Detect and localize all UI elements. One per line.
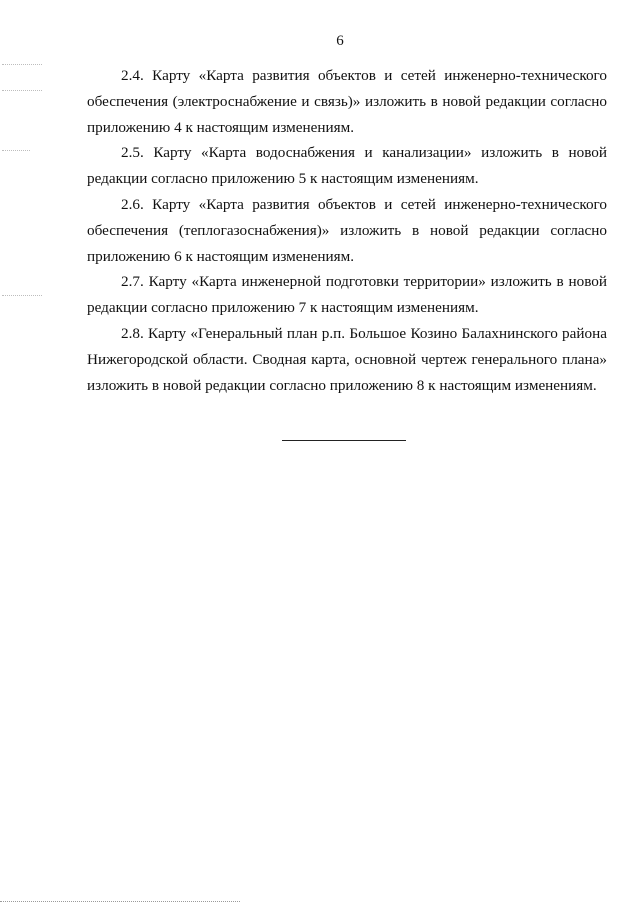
document-body xyxy=(87,63,607,398)
paragraph-2-8: 2.8. Карту «Генеральный план р.п. Большое Козино Балахнинского района Нижегородской области. Сводная карта, основной чертеж генерального плана» изложить в новой редакции согласно приложению 8 к настоящим изменениям. xyxy=(87,324,607,394)
scan-artifact xyxy=(2,295,42,297)
scan-artifact xyxy=(2,64,42,66)
scan-artifact xyxy=(2,90,42,92)
scan-artifact-bottom xyxy=(0,901,240,902)
paragraph-2-5: 2.5. Карту «Карта водоснабжения и канализации» изложить в новой редакции согласно приложению 5 к настоящим изменениям. xyxy=(87,144,607,188)
paragraph-2-7: 2.7. Карту «Карта инженерной подготовки территории» изложить в новой редакции согласно приложению 7 к настоящим изменениям. xyxy=(87,273,607,317)
paragraph-2-6: 2.6. Карту «Карта развития объектов и сетей инженерно-технического обеспечения (теплогазоснабжения)» изложить в новой редакции согласно приложению 6 к настоящим изменениям. xyxy=(87,195,607,265)
scan-artifact xyxy=(2,150,30,152)
page-number: 6 xyxy=(336,33,344,49)
end-divider-line xyxy=(282,440,406,441)
paragraph-2-4: 2.4. Карту «Карта развития объектов и сетей инженерно-технического обеспечения (электроснабжение и связь)» изложить в новой редакции согласно приложению 4 к настоящим изменениям. xyxy=(87,67,607,136)
